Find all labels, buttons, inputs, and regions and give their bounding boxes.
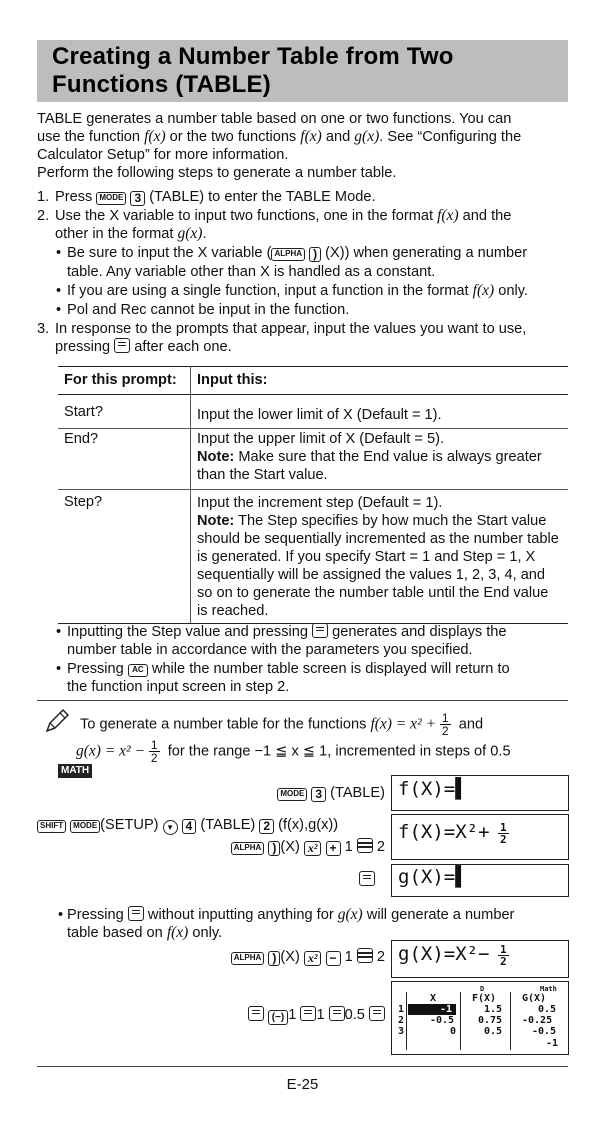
equals-key-icon — [329, 1006, 345, 1021]
alpha-key-icon: ALPHA — [271, 248, 305, 261]
title-line-1: Creating a Number Table from Two — [52, 43, 454, 70]
bullet: • — [56, 624, 62, 640]
equals-key-icon — [312, 623, 328, 638]
table-cell-prompt: Step? — [58, 490, 191, 624]
note-2-line-2: table based on f(x) only. — [67, 924, 223, 941]
step-1-text: Press MODE 3 (TABLE) to enter the TABLE Mode. — [55, 189, 376, 205]
bullet: • — [56, 283, 62, 299]
minus-key-icon: − — [326, 951, 341, 966]
step-2-number: 2. — [37, 208, 50, 224]
table-cell: 1 — [398, 1004, 405, 1015]
bullet-2: If you are using a single function, input a function in the format f(x) only. — [67, 282, 528, 299]
note-2-line-1: Pressing without inputting anything for g(x) will generate a number — [67, 906, 515, 923]
table-cell-input: Input the upper limit of X (Default = 5). Note: Make sure that the End value is always greater than the Start value. — [191, 429, 569, 490]
fraction-one-half: $\frac{1}{2}$ — [441, 711, 449, 738]
prompt-table — [58, 366, 568, 624]
screen-fraction: $\frac{1}{2}$ — [500, 943, 507, 968]
negative-key-icon: (−) — [268, 1010, 289, 1025]
bullet-3: Pol and Rec cannot be input in the function. — [67, 302, 350, 318]
title-line-2: Functions (TABLE) — [52, 71, 271, 98]
table-cell-prompt: End? — [58, 429, 191, 490]
down-arrow-key-icon: ▼ — [163, 820, 178, 835]
section-title-bar — [37, 40, 568, 102]
table-cell: 3 — [398, 1026, 405, 1037]
calculator-screen-1: f(X)=▌ — [391, 775, 569, 811]
footer-divider — [37, 1066, 568, 1067]
bullet: • — [56, 661, 62, 677]
step-2-line-1: Use the X variable to input two functions, one in the format f(x) and the — [55, 207, 512, 224]
fraction-key-icon — [357, 838, 373, 853]
step-1-number: 1. — [37, 189, 50, 205]
table-cell: 1.5 — [484, 1004, 503, 1015]
mode-key-icon: MODE — [277, 788, 307, 801]
fraction-one-half: $\frac{1}{2}$ — [150, 738, 158, 765]
after-bullet-1-line-1: Inputting the Step value and pressing generates and displays the — [67, 624, 507, 640]
after-bullet-1-line-2: number table in accordance with the parameters you specified. — [67, 642, 473, 658]
step-3-number: 3. — [37, 321, 50, 337]
bullet-1-line-1: Be sure to input the X variable ( ALPHA ) (X)) when generating a number — [67, 245, 528, 261]
intro-line-3: Calculator Setup” for more information. — [37, 147, 289, 163]
table-cell: -0.5 — [532, 1026, 557, 1037]
plus-key-icon: + — [326, 841, 341, 856]
equals-key-icon — [128, 906, 144, 921]
table-cell: -1 — [440, 1004, 453, 1015]
two-key-icon: 2 — [259, 819, 274, 834]
table-cell: 0.75 — [478, 1015, 503, 1026]
example-line-2: g(x) = x² − $\frac{1}{2}$ for the range −1 ≦ x ≦ 1, incremented in steps of 0.5 — [76, 738, 511, 765]
intro-line-4: Perform the following steps to generate a number table. — [37, 165, 397, 181]
screen-fraction: $\frac{1}{2}$ — [500, 821, 507, 846]
table-row — [58, 490, 568, 624]
after-bullet-2-line-1: Pressing AC while the number table screen is displayed will return to — [67, 661, 510, 677]
operation-6: (−) 1 1 0.5 — [248, 1006, 385, 1025]
step-3-line-2: pressing after each one. — [55, 339, 232, 355]
equals-key-icon — [359, 871, 375, 886]
divider — [37, 700, 568, 701]
operation-3: ALPHA ) (X) x² + 1 2 — [231, 838, 385, 856]
table-cell-input: Input the lower limit of X (Default = 1). — [191, 395, 569, 429]
paren-key-icon: ) — [309, 247, 321, 262]
table-cell: 0 — [450, 1026, 457, 1037]
table-cell: -0.25 — [522, 1015, 553, 1026]
table-row — [58, 429, 568, 490]
calculator-table-screen — [391, 981, 569, 1055]
square-key-icon: x² — [304, 841, 322, 856]
three-key-icon: 3 — [311, 787, 326, 802]
calculator-screen-2: f(X)=X²+ $\frac{1}{2}$ — [391, 814, 569, 860]
table-cell: 2 — [398, 1015, 405, 1026]
equals-key-icon — [300, 1006, 316, 1021]
alpha-key-icon: ALPHA — [231, 842, 265, 855]
mode-key-icon: MODE — [70, 820, 100, 833]
table-header-prompt: For this prompt: — [58, 367, 191, 395]
ac-key-icon: AC — [128, 664, 148, 677]
table-cell: 0.5 — [538, 1004, 557, 1015]
equals-key-icon — [369, 1006, 385, 1021]
three-key-icon: 3 — [130, 191, 145, 206]
shift-key-icon: SHIFT — [37, 820, 66, 833]
step-2-line-2: other in the format g(x). — [55, 225, 207, 242]
operation-5: ALPHA ) (X) x² − 1 2 — [231, 948, 385, 966]
step-3-line-1: In response to the prompts that appear, input the values you want to use, — [55, 321, 527, 337]
square-key-icon: x² — [304, 951, 322, 966]
example-line-1: To generate a number table for the functions f(x) = x² + $\frac{1}{2}$ and — [80, 711, 484, 738]
operation-4 — [359, 871, 375, 889]
math-indicator: Math — [540, 985, 557, 993]
pencil-icon — [44, 708, 70, 734]
four-key-icon: 4 — [182, 819, 197, 834]
table-cell: -0.5 — [430, 1015, 455, 1026]
after-bullet-2-line-2: the function input screen in step 2. — [67, 679, 290, 695]
table-row — [58, 395, 568, 429]
paren-key-icon: ) — [268, 841, 280, 856]
page-number: E-25 — [286, 1076, 319, 1093]
calculator-screen-4: g(X)=X²− $\frac{1}{2}$ — [391, 940, 569, 978]
table-cell: -1 — [546, 1038, 559, 1049]
intro-line-2: use the function f(x) or the two functions f(x) and g(x). See “Configuring the — [37, 128, 522, 145]
paren-key-icon: ) — [268, 951, 280, 966]
table-cell-input: Input the increment step (Default = 1). Note: The Step specifies by how much the Start value should be sequentially incremented as the number table is generated. If you specify Start = 1 and Step = 1, X sequentially will be assigned the values 1, 2, 3, 4, and so on to generate the number table until the End value is reached. — [191, 490, 569, 624]
table-header-input: Input this: — [191, 367, 569, 395]
operation-1: MODE 3 (TABLE) — [277, 784, 385, 802]
calculator-screen-3: g(X)=▌ — [391, 864, 569, 897]
bullet: • — [56, 302, 62, 318]
operation-2: SHIFT MODE (SETUP) ▼ 4 (TABLE) 2 (f(x),g(x)) — [37, 816, 338, 835]
section-title — [52, 43, 454, 99]
intro-line-1: TABLE generates a number table based on one or two functions. You can — [37, 111, 512, 127]
alpha-key-icon: ALPHA — [231, 952, 265, 965]
bullet-1-line-2: table. Any variable other than X is handled as a constant. — [67, 264, 436, 280]
equals-key-icon — [248, 1006, 264, 1021]
deg-indicator: D — [480, 985, 485, 993]
mode-key-icon: MODE — [96, 192, 126, 205]
fraction-key-icon — [357, 948, 373, 963]
col-header-f: F(X) — [472, 993, 497, 1004]
table-cell: 0.5 — [484, 1026, 503, 1037]
bullet: • — [56, 245, 62, 261]
math-mode-badge: MATH — [58, 764, 92, 778]
col-header-g: G(X) — [522, 993, 547, 1004]
col-header-x: X — [430, 993, 437, 1004]
equals-key-icon — [114, 338, 130, 353]
table-header-row — [58, 367, 568, 395]
bullet: • — [58, 907, 64, 923]
table-cell-prompt: Start? — [58, 395, 191, 429]
